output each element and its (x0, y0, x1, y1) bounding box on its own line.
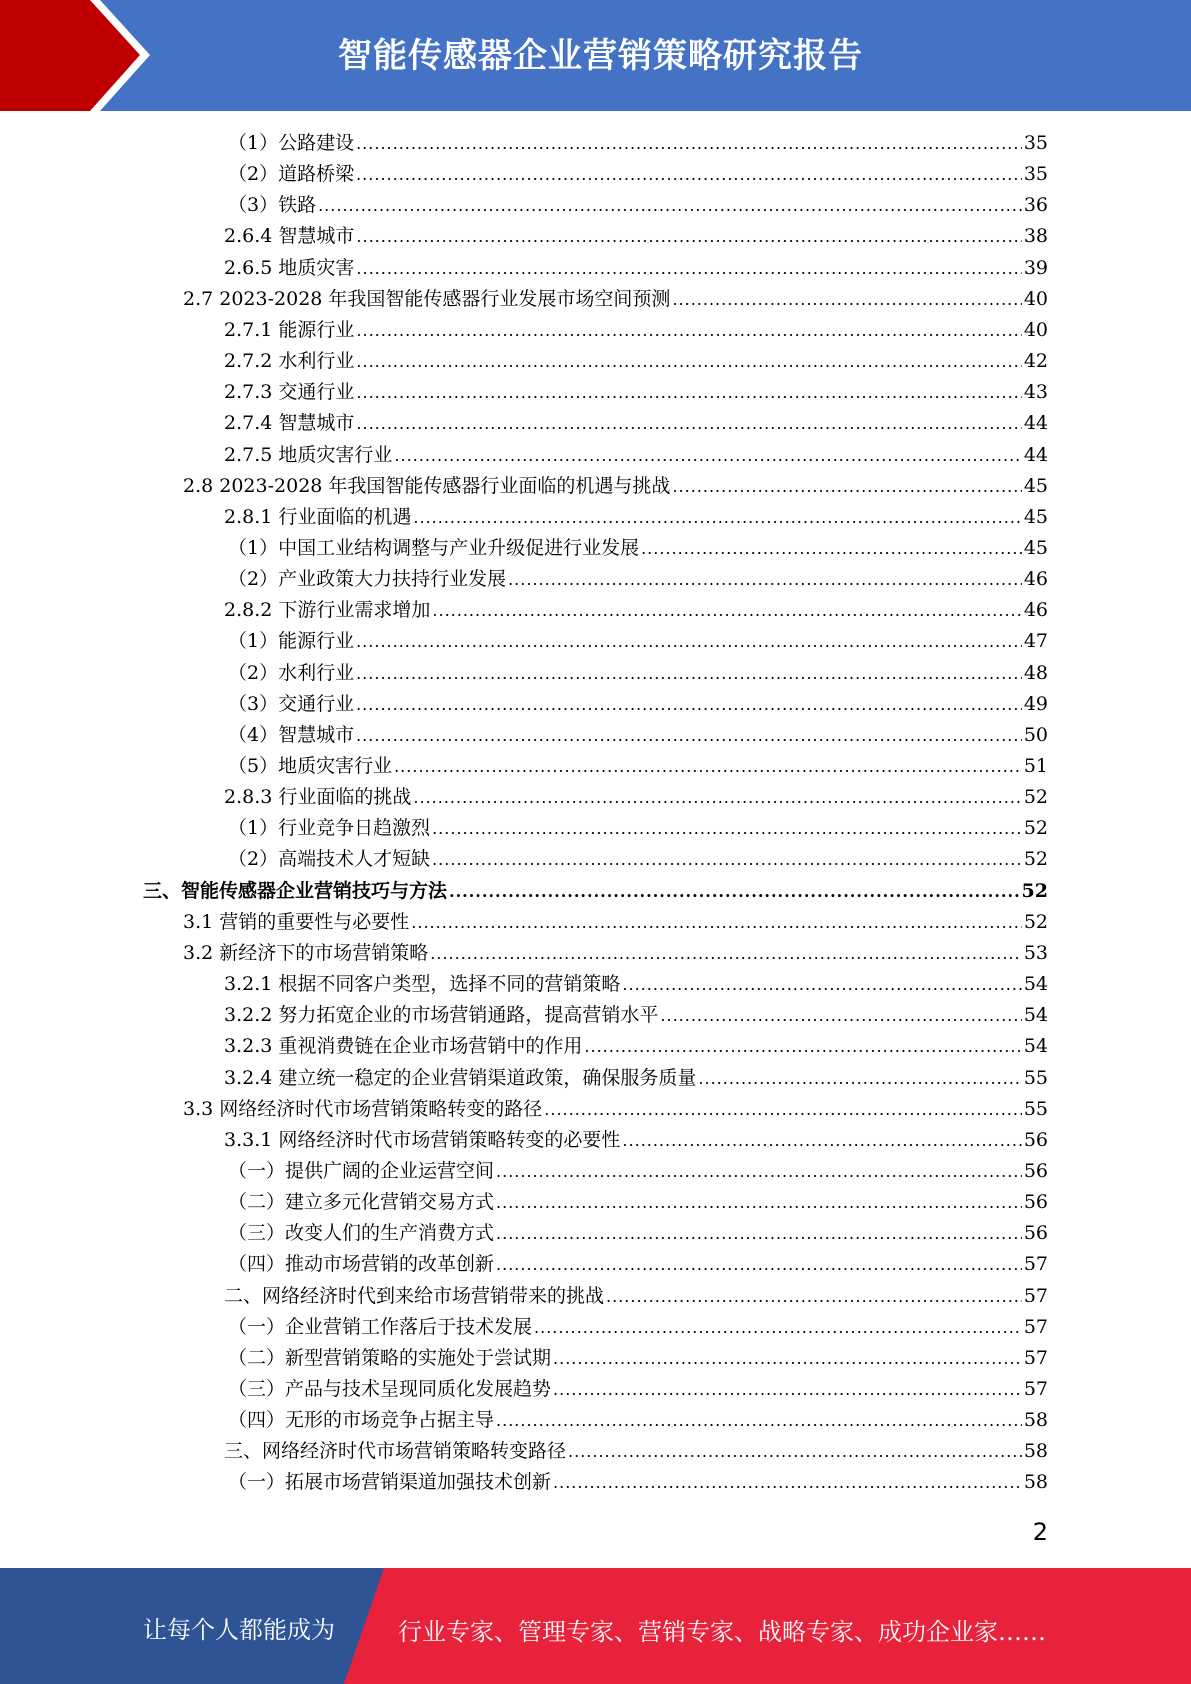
toc-dot-leader (430, 938, 1022, 969)
toc-entry-title: 2.8.1 行业面临的机遇 (224, 505, 412, 528)
toc-entry-title: （四）推动市场营销的改革创新 (228, 1253, 495, 1276)
toc-entry-page: 45 (1023, 536, 1048, 559)
toc-entry-title: （1）中国工业结构调整与产业升级促进行业发展 (228, 536, 640, 559)
toc-entry-title: （四）无形的市场竞争占据主导 (228, 1409, 495, 1432)
toc-entry-title: （5）地质灾害行业 (228, 755, 393, 777)
toc-dot-leader (553, 1467, 1022, 1498)
toc-dot-leader (432, 595, 1021, 626)
toc-entry[interactable] (224, 969, 1048, 1000)
toc-entry-page: 57 (1023, 1253, 1048, 1276)
toc-dot-leader (356, 346, 1021, 377)
toc-entry-title: 2.8.3 行业面临的挑战 (224, 786, 412, 809)
toc-entry-page: 35 (1023, 163, 1048, 186)
toc-dot-leader (356, 221, 1021, 252)
toc-entry-page: 46 (1023, 568, 1048, 591)
toc-entry[interactable] (228, 720, 1048, 751)
toc-entry[interactable] (228, 1249, 1048, 1280)
toc-entry[interactable] (183, 907, 1048, 938)
toc-dot-leader (318, 190, 1022, 221)
toc-dot-leader (432, 813, 1022, 844)
toc-dot-leader (411, 907, 1022, 938)
toc-entry-title: 2.7.3 交通行业 (224, 381, 355, 404)
toc-dot-leader (356, 377, 1021, 408)
toc-entry-page: 49 (1023, 692, 1048, 715)
toc-entry-title: 2.7.4 智慧城市 (224, 412, 355, 435)
toc-entry-title: 三、智能传感器企业营销技巧与方法 (143, 879, 448, 902)
toc-entry-title: 3.3.1 网络经济时代市场营销策略转变的必要性 (224, 1128, 621, 1151)
toc-entry[interactable] (228, 1343, 1048, 1374)
toc-entry[interactable] (228, 564, 1048, 595)
toc-dot-leader (606, 1281, 1022, 1312)
toc-entry-title: 2.7.5 地质灾害行业 (224, 443, 393, 466)
toc-dot-leader (356, 720, 1022, 751)
toc-dot-leader (356, 626, 1022, 657)
toc-entry-title: 2.6.4 智慧城市 (224, 225, 355, 248)
toc-entry[interactable] (224, 377, 1048, 408)
toc-entry[interactable] (228, 813, 1048, 844)
toc-entry-page: 56 (1023, 1222, 1048, 1245)
toc-dot-leader (622, 1125, 1021, 1156)
toc-dot-leader (544, 1094, 1022, 1125)
toc-entry[interactable] (228, 751, 1048, 782)
toc-entry-title: 3.2.3 重视消费链在企业市场营销中的作用 (224, 1035, 583, 1058)
toc-dot-leader (496, 1405, 1022, 1436)
toc-entry-page: 56 (1023, 1159, 1048, 1182)
toc-entry-title: （2）水利行业 (228, 661, 355, 684)
toc-entry[interactable] (183, 1094, 1048, 1125)
toc-entry-title: （1）行业竞争日趋激烈 (228, 817, 431, 840)
toc-dot-leader (356, 658, 1022, 689)
toc-entry[interactable] (228, 844, 1048, 875)
toc-dot-leader (356, 253, 1021, 284)
toc-entry[interactable] (224, 782, 1048, 813)
toc-entry[interactable] (228, 1187, 1048, 1218)
toc-dot-leader (496, 1249, 1022, 1280)
toc-entry[interactable] (224, 1000, 1048, 1031)
toc-entry[interactable] (228, 159, 1048, 190)
toc-entry-page: 36 (1023, 194, 1048, 217)
toc-dot-leader (449, 876, 1020, 907)
toc-entry[interactable] (228, 190, 1048, 221)
toc-dot-leader (508, 564, 1022, 595)
toc-entry-title: （1）公路建设 (228, 132, 355, 154)
toc-entry-title: 2.6.5 地质灾害 (224, 256, 355, 279)
toc-dot-leader (356, 159, 1022, 190)
toc-entry-title: 3.1 营销的重要性与必要性 (183, 910, 410, 933)
toc-entry[interactable] (228, 1405, 1048, 1436)
toc-entry[interactable] (228, 1156, 1048, 1187)
toc-entry-page: 38 (1023, 225, 1048, 248)
toc-entry[interactable] (183, 471, 1048, 502)
toc-entry-page: 40 (1023, 318, 1048, 341)
toc-entry-title: （三）产品与技术呈现同质化发展趋势 (228, 1378, 552, 1400)
toc-entry[interactable] (224, 315, 1048, 346)
toc-entry-title: 3.2 新经济下的市场营销策略 (183, 941, 429, 964)
toc-dot-leader (534, 1312, 1022, 1343)
toc-entry-title: （二）新型营销策略的实施处于尝试期 (228, 1346, 552, 1369)
toc-entry-page: 56 (1023, 1128, 1048, 1151)
toc-entry[interactable] (228, 1467, 1048, 1498)
toc-entry-title: （二）建立多元化营销交易方式 (228, 1191, 495, 1214)
toc-dot-leader (496, 1218, 1022, 1249)
toc-entry[interactable] (224, 221, 1048, 252)
toc-dot-leader (622, 969, 1021, 1000)
toc-entry-title: （一）拓展市场营销渠道加强技术创新 (228, 1471, 552, 1494)
toc-entry[interactable] (224, 1281, 1048, 1312)
toc-dot-leader (496, 1187, 1022, 1218)
toc-dot-leader (356, 689, 1022, 720)
toc-entry-page: 35 (1023, 132, 1048, 154)
toc-entry-page: 47 (1023, 630, 1048, 653)
toc-entry-title: （2）道路桥梁 (228, 163, 355, 186)
toc-entry-page: 52 (1023, 848, 1048, 871)
toc-entry-page: 45 (1023, 505, 1048, 528)
toc-entry-page: 58 (1023, 1440, 1048, 1463)
toc-entry-page: 44 (1023, 443, 1048, 466)
report-title: 智能传感器企业营销策略研究报告 (338, 36, 863, 76)
toc-entry[interactable] (224, 440, 1048, 471)
toc-entry-title: 2.7.1 能源行业 (224, 318, 355, 341)
toc-entry-page: 56 (1023, 1191, 1048, 1214)
toc-entry-title: 3.2.1 根据不同客户类型，选择不同的营销策略 (224, 973, 621, 996)
toc-dot-leader (432, 844, 1022, 875)
toc-entry-page: 48 (1023, 661, 1048, 684)
toc-entry-page: 42 (1023, 350, 1048, 373)
toc-entry[interactable] (224, 1063, 1048, 1094)
toc-entry-page: 52 (1023, 910, 1048, 933)
toc-entry-title: 3.2.4 建立统一稳定的企业营销渠道政策，确保服务质量 (224, 1066, 697, 1089)
toc-entry-title: （2）高端技术人才短缺 (228, 848, 431, 871)
page-number: 2 (1032, 1518, 1048, 1546)
toc-dot-leader (394, 440, 1021, 471)
toc-dot-leader (356, 408, 1021, 439)
toc-entry-title: 三、网络经济时代市场营销策略转变路径 (224, 1440, 567, 1463)
toc-entry[interactable] (224, 595, 1048, 626)
toc-dot-leader (660, 1000, 1021, 1031)
toc-dot-leader (641, 533, 1022, 564)
toc-dot-leader (672, 471, 1021, 502)
page-footer (0, 1568, 1191, 1684)
toc-dot-leader (413, 502, 1021, 533)
toc-entry-title: （4）智慧城市 (228, 723, 355, 746)
toc-entry-page: 57 (1023, 1315, 1048, 1338)
toc-entry-title: （三）改变人们的生产消费方式 (228, 1222, 495, 1245)
toc-entry[interactable] (224, 1436, 1048, 1467)
toc-dot-leader (568, 1436, 1022, 1467)
toc-entry[interactable] (228, 658, 1048, 689)
toc-dot-leader (356, 128, 1022, 159)
toc-entry[interactable] (224, 346, 1048, 377)
toc-entry-page: 58 (1023, 1409, 1048, 1432)
toc-entry-title: （3）铁路 (228, 194, 317, 217)
toc-entry[interactable] (224, 502, 1048, 533)
toc-entry-page: 54 (1023, 973, 1048, 996)
toc-dot-leader (553, 1374, 1022, 1405)
toc-entry-page: 46 (1023, 599, 1048, 622)
page-header (0, 0, 1191, 111)
toc-entry-page: 45 (1023, 474, 1048, 497)
toc-entry-page: 39 (1023, 256, 1048, 279)
toc-entry-page: 57 (1023, 1284, 1048, 1307)
toc-entry-title: （一）企业营销工作落后于技术发展 (228, 1315, 533, 1338)
toc-entry-page: 55 (1023, 1097, 1048, 1120)
toc-dot-leader (394, 751, 1022, 782)
toc-entry-page: 58 (1023, 1471, 1048, 1494)
toc-entry[interactable] (228, 626, 1048, 657)
toc-entry[interactable] (228, 128, 1048, 159)
toc-entry-title: 2.8 2023-2028 年我国智能传感器行业面临的机遇与挑战 (183, 474, 671, 497)
toc-entry[interactable] (224, 1125, 1048, 1156)
toc-dot-leader (496, 1156, 1022, 1187)
toc-dot-leader (553, 1343, 1022, 1374)
toc-entry[interactable] (143, 876, 1048, 907)
toc-entry-page: 57 (1023, 1346, 1048, 1369)
toc-entry-title: 2.7 2023-2028 年我国智能传感器行业发展市场空间预测 (183, 287, 671, 310)
toc-entry[interactable] (228, 1374, 1048, 1405)
toc-entry-title: 3.3 网络经济时代市场营销策略转变的路径 (183, 1097, 543, 1120)
toc-dot-leader (584, 1031, 1021, 1062)
toc-entry-page: 54 (1023, 1004, 1048, 1027)
toc-dot-leader (413, 782, 1021, 813)
toc-entry-page: 54 (1023, 1035, 1048, 1058)
toc-entry-title: 2.8.2 下游行业需求增加 (224, 599, 431, 622)
toc-entry[interactable] (228, 689, 1048, 720)
toc-entry-title: （2）产业政策大力扶持行业发展 (228, 568, 507, 591)
toc-entry[interactable] (228, 1218, 1048, 1249)
toc-entry-page: 52 (1021, 879, 1048, 902)
toc-entry-page: 57 (1023, 1378, 1048, 1400)
toc-entry[interactable] (224, 408, 1048, 439)
toc-entry-title: 二、网络经济时代到来给市场营销带来的挑战 (224, 1284, 605, 1307)
toc-dot-leader (698, 1063, 1021, 1094)
toc-entry[interactable] (224, 1031, 1048, 1062)
toc-entry-title: 3.2.2 努力拓宽企业的市场营销通路，提高营销水平 (224, 1004, 659, 1027)
toc-entry-title: （3）交通行业 (228, 692, 355, 715)
toc-entry-page: 52 (1023, 817, 1048, 840)
toc-entry-title: 2.7.2 水利行业 (224, 350, 355, 373)
toc-entry-page: 53 (1023, 941, 1048, 964)
toc-entry-page: 51 (1023, 755, 1048, 777)
footer-slogan-right: 行业专家、管理专家、营销专家、战略专家、成功企业家…… (398, 1618, 1046, 1646)
toc-entry-page: 43 (1023, 381, 1048, 404)
toc-entry-page: 44 (1023, 412, 1048, 435)
toc-dot-leader (356, 315, 1021, 346)
toc-entry-title: （1）能源行业 (228, 630, 355, 653)
toc-entry-page: 50 (1023, 723, 1048, 746)
toc-entry-page: 52 (1023, 786, 1048, 809)
toc-entry[interactable] (183, 938, 1048, 969)
footer-slogan-left: 让每个人都能成为 (143, 1616, 335, 1644)
toc-entry[interactable] (183, 284, 1048, 315)
toc-entry[interactable] (228, 533, 1048, 564)
toc-dot-leader (672, 284, 1021, 315)
toc-entry-page: 55 (1023, 1066, 1048, 1089)
toc-entry[interactable] (228, 1312, 1048, 1343)
toc-entry[interactable] (224, 253, 1048, 284)
toc-entry-title: （一）提供广阔的企业运营空间 (228, 1159, 495, 1182)
toc-entry-page: 40 (1023, 287, 1048, 310)
